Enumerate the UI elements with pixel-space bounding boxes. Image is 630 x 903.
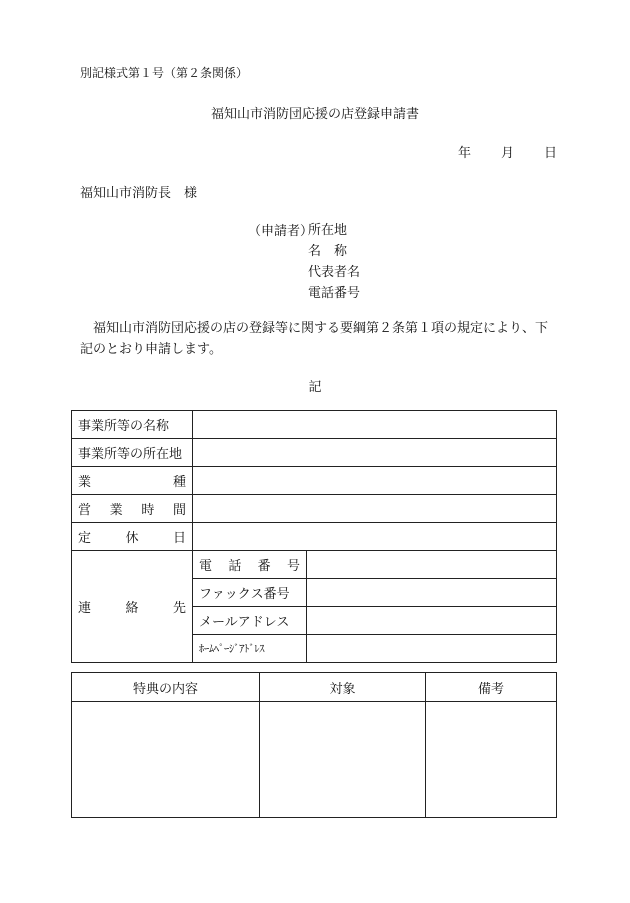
applicant-label: （申請者） — [248, 224, 314, 239]
applicant-phone: 電話番号 — [308, 286, 361, 301]
label-homepage: ﾎｰﾑﾍﾟｰｼﾞｱﾄﾞﾚｽ — [193, 635, 307, 663]
applicant-representative: 代表者名 — [308, 265, 361, 280]
benefits-table — [71, 672, 557, 818]
label-closed-days: 定 休 日 — [72, 523, 193, 551]
label-email: メールアドレス — [193, 607, 307, 635]
addressee: 福知山市消防長 様 — [80, 186, 198, 201]
label-fax: ファックス番号 — [193, 579, 307, 607]
document-title: 福知山市消防団応援の店登録申請書 — [210, 107, 419, 122]
table-row — [72, 439, 557, 467]
body-text: 福知山市消防団応援の店の登録等に関する要綱第２条第１項の規定により、下記のとおり申請します。 — [80, 321, 549, 357]
table-row — [72, 495, 557, 523]
field-fax[interactable] — [307, 579, 557, 607]
label-business-address: 事業所等の所在地 — [72, 439, 193, 467]
field-remarks[interactable] — [426, 702, 557, 818]
header-remarks: 備考 — [426, 673, 557, 702]
form-number: 別記様式第１号（第２条関係） — [80, 66, 249, 80]
applicant-fields — [308, 220, 360, 304]
field-email[interactable] — [307, 607, 557, 635]
label-business-hours: 営 業 時 間 — [72, 495, 193, 523]
field-benefit-content[interactable] — [72, 702, 260, 818]
table-row — [72, 551, 557, 579]
registration-table — [71, 410, 557, 663]
table-row — [72, 523, 557, 551]
date-line — [458, 142, 557, 161]
date-day: 日 — [544, 146, 558, 161]
table-row — [72, 467, 557, 495]
label-phone: 電 話 番 号 — [193, 551, 307, 579]
field-business-address[interactable] — [193, 439, 557, 467]
field-business-type[interactable] — [193, 467, 557, 495]
label-business-type: 業 種 — [72, 467, 193, 495]
label-contact: 連 絡 先 — [72, 551, 193, 663]
header-benefit-content: 特典の内容 — [72, 673, 260, 702]
field-target[interactable] — [260, 702, 426, 818]
table-header-row — [72, 673, 557, 702]
applicant-address: 所在地 — [308, 223, 348, 238]
header-target: 対象 — [260, 673, 426, 702]
field-phone[interactable] — [307, 551, 557, 579]
table-row — [72, 702, 557, 818]
applicant-name: 名 称 — [308, 244, 348, 259]
date-year: 年 — [458, 146, 472, 161]
field-business-name[interactable] — [193, 411, 557, 439]
field-business-hours[interactable] — [193, 495, 557, 523]
date-month: 月 — [501, 146, 515, 161]
ki-marker: 記 — [308, 380, 322, 395]
field-closed-days[interactable] — [193, 523, 557, 551]
label-business-name: 事業所等の名称 — [72, 411, 193, 439]
field-homepage[interactable] — [307, 635, 557, 663]
table-row — [72, 411, 557, 439]
